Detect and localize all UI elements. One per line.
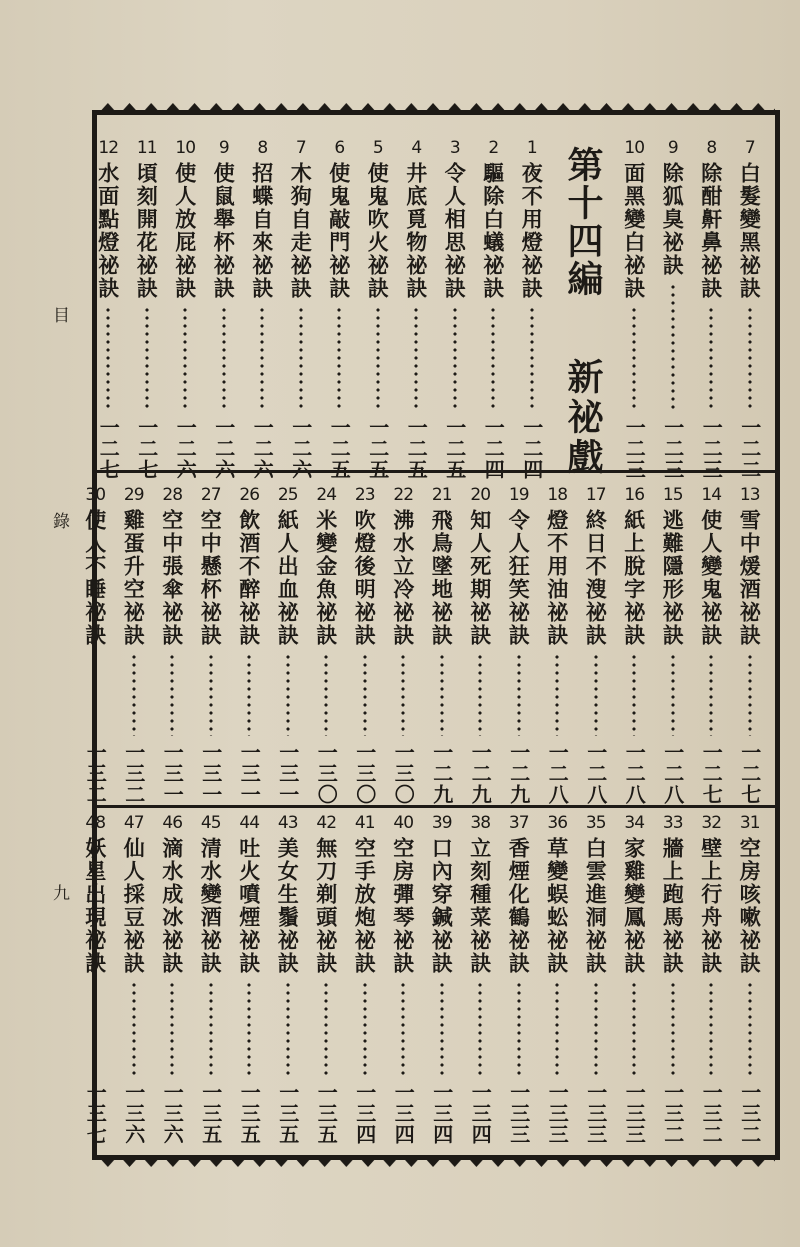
section-divider bbox=[97, 805, 775, 808]
dot-leader bbox=[299, 306, 303, 411]
entry-number: 41 bbox=[354, 813, 375, 833]
entry-title: 木狗自走祕訣 bbox=[288, 162, 314, 300]
toc-entry bbox=[397, 140, 436, 480]
entry-title: 米變金魚祕訣 bbox=[313, 509, 339, 647]
dot-leader bbox=[453, 306, 457, 411]
toc-entry bbox=[230, 487, 269, 805]
entry-page-number: 一三一 bbox=[160, 742, 185, 805]
toc-entry bbox=[230, 815, 269, 1145]
entry-page-number: 一二八 bbox=[545, 742, 570, 805]
section-divider bbox=[97, 470, 775, 473]
entry-number: 35 bbox=[585, 813, 606, 833]
entry-page-number: 一二六 bbox=[250, 417, 275, 480]
entry-page-number: 一三二 bbox=[83, 742, 108, 805]
entry-page-number: 一二六 bbox=[173, 417, 198, 480]
toc-entry bbox=[192, 815, 231, 1145]
toc-entry bbox=[205, 140, 244, 480]
entry-number: 48 bbox=[85, 813, 106, 833]
toc-entry bbox=[307, 487, 346, 805]
entry-number: 43 bbox=[277, 813, 298, 833]
entry-page-number: 一三三 bbox=[622, 1082, 647, 1145]
dot-leader bbox=[170, 653, 174, 736]
dot-leader bbox=[132, 653, 136, 736]
entry-page-number: 一二五 bbox=[442, 417, 467, 480]
entry-number: 30 bbox=[85, 485, 106, 505]
entry-title: 牆上跑馬祕訣 bbox=[660, 837, 686, 975]
entry-title: 頃刻開花祕訣 bbox=[134, 162, 160, 300]
chapter-number-title: 第十四編 bbox=[562, 146, 604, 298]
dot-leader bbox=[247, 981, 251, 1076]
dot-leader bbox=[748, 981, 752, 1076]
toc-entry bbox=[577, 815, 616, 1145]
entry-number: 27 bbox=[200, 485, 221, 505]
entry-title: 空手放炮祕訣 bbox=[352, 837, 378, 975]
entry-number: 25 bbox=[277, 485, 298, 505]
entry-number: 9 bbox=[667, 138, 678, 158]
toc-entry bbox=[654, 487, 693, 805]
dot-leader bbox=[594, 981, 598, 1076]
entry-title: 吹燈後明祕訣 bbox=[352, 509, 378, 647]
entry-page-number: 一二九 bbox=[468, 742, 493, 805]
toc-entry bbox=[615, 815, 654, 1145]
dot-leader bbox=[170, 981, 174, 1076]
entry-page-number: 一二三 bbox=[660, 417, 685, 480]
dot-leader bbox=[324, 981, 328, 1076]
dot-leader bbox=[709, 653, 713, 736]
toc-entry bbox=[474, 140, 513, 480]
dot-leader bbox=[337, 306, 341, 411]
entry-page-number: 一二九 bbox=[506, 742, 531, 805]
entry-page-number: 一三四 bbox=[352, 1082, 377, 1145]
entry-number: 33 bbox=[662, 813, 683, 833]
entry-page-number: 一二二 bbox=[737, 417, 762, 480]
toc-entry bbox=[538, 487, 577, 805]
entry-page-number: 一三四 bbox=[429, 1082, 454, 1145]
entry-number: 18 bbox=[547, 485, 568, 505]
toc-entry bbox=[731, 140, 770, 480]
entry-page-number: 一三五 bbox=[237, 1082, 262, 1145]
entry-page-number: 一三一 bbox=[275, 742, 300, 805]
entry-number: 45 bbox=[200, 813, 221, 833]
entry-page-number: 一二八 bbox=[660, 742, 685, 805]
entry-title: 仙人採豆祕訣 bbox=[121, 837, 147, 975]
margin-page-number: 九 bbox=[49, 884, 69, 901]
toc-entry bbox=[89, 140, 128, 480]
entry-number: 42 bbox=[316, 813, 337, 833]
entry-title: 沸水立冷祕訣 bbox=[390, 509, 416, 647]
entry-number: 46 bbox=[162, 813, 183, 833]
toc-entry bbox=[692, 487, 731, 805]
entry-number: 16 bbox=[624, 485, 645, 505]
dot-leader bbox=[132, 981, 136, 1076]
entry-number: 19 bbox=[508, 485, 529, 505]
entry-title: 空房彈琴祕訣 bbox=[390, 837, 416, 975]
entry-title: 水面點燈祕訣 bbox=[95, 162, 121, 300]
dot-leader bbox=[440, 981, 444, 1076]
toc-entry bbox=[615, 140, 654, 480]
entry-page-number: 一二三 bbox=[622, 417, 647, 480]
toc-entry bbox=[384, 487, 423, 805]
dot-leader bbox=[363, 653, 367, 736]
entry-title: 空中懸杯祕訣 bbox=[198, 509, 224, 647]
dot-leader bbox=[286, 981, 290, 1076]
toc-entry bbox=[307, 815, 346, 1145]
entry-title: 白髮變黑祕訣 bbox=[737, 162, 763, 300]
entry-title: 紙人出血祕訣 bbox=[275, 509, 301, 647]
entry-title: 使人放屁祕訣 bbox=[172, 162, 198, 300]
dot-leader bbox=[555, 981, 559, 1076]
dot-leader bbox=[478, 653, 482, 736]
entry-title: 終日不溲祕訣 bbox=[583, 509, 609, 647]
entry-page-number: 一二三 bbox=[699, 417, 724, 480]
dot-leader bbox=[632, 653, 636, 736]
entry-page-number: 一三一 bbox=[198, 742, 223, 805]
entry-page-number: 一三〇 bbox=[314, 742, 339, 805]
toc-entry bbox=[153, 487, 192, 805]
toc-entry bbox=[538, 815, 577, 1145]
toc-entry bbox=[269, 815, 308, 1145]
entry-title: 驅除白蟻祕訣 bbox=[480, 162, 506, 300]
dot-leader bbox=[93, 653, 97, 736]
toc-entry bbox=[384, 815, 423, 1145]
entry-number: 15 bbox=[662, 485, 683, 505]
entry-number: 38 bbox=[470, 813, 491, 833]
entry-title: 燈不用油祕訣 bbox=[544, 509, 570, 647]
entry-number: 3 bbox=[449, 138, 460, 158]
entry-title: 使人變鬼祕訣 bbox=[698, 509, 724, 647]
margin-label-contents-2: 錄 bbox=[49, 512, 69, 529]
entry-number: 23 bbox=[354, 485, 375, 505]
entry-number: 7 bbox=[295, 138, 306, 158]
dot-leader bbox=[748, 306, 752, 411]
entry-page-number: 一二八 bbox=[583, 742, 608, 805]
entry-number: 24 bbox=[316, 485, 337, 505]
entry-page-number: 一二七 bbox=[134, 417, 159, 480]
entry-page-number: 一二四 bbox=[519, 417, 544, 480]
entry-page-number: 一三一 bbox=[237, 742, 262, 805]
toc-entry bbox=[128, 140, 167, 480]
entry-title: 壁上行舟祕訣 bbox=[698, 837, 724, 975]
toc-entry bbox=[615, 487, 654, 805]
toc-entry bbox=[76, 487, 115, 805]
entry-number: 31 bbox=[739, 813, 760, 833]
entry-page-number: 一二七 bbox=[96, 417, 121, 480]
entry-title: 面黑變白祕訣 bbox=[621, 162, 647, 300]
entry-page-number: 一二七 bbox=[737, 742, 762, 805]
entry-number: 26 bbox=[239, 485, 260, 505]
toc-entry bbox=[423, 487, 462, 805]
dot-leader bbox=[517, 653, 521, 736]
entry-title: 口內穿鍼祕訣 bbox=[429, 837, 455, 975]
dot-leader bbox=[401, 653, 405, 736]
entry-title: 香煙化鶴祕訣 bbox=[506, 837, 532, 975]
toc-entry bbox=[243, 140, 282, 480]
entry-page-number: 一二七 bbox=[699, 742, 724, 805]
contents-frame bbox=[82, 110, 780, 1160]
entry-title: 逃難隱形祕訣 bbox=[660, 509, 686, 647]
toc-entry bbox=[115, 815, 154, 1145]
contents-section-a bbox=[97, 140, 775, 480]
entry-number: 14 bbox=[701, 485, 722, 505]
entry-number: 6 bbox=[334, 138, 345, 158]
entry-page-number: 一三四 bbox=[468, 1082, 493, 1145]
entry-page-number: 一三二 bbox=[699, 1082, 724, 1145]
entry-title: 紙上脫字祕訣 bbox=[621, 509, 647, 647]
entry-number: 32 bbox=[701, 813, 722, 833]
entry-number: 29 bbox=[123, 485, 144, 505]
toc-entry bbox=[346, 487, 385, 805]
entry-number: 37 bbox=[508, 813, 529, 833]
entry-title: 雞蛋升空祕訣 bbox=[121, 509, 147, 647]
entry-number: 1 bbox=[526, 138, 537, 158]
entry-title: 飲酒不醉祕訣 bbox=[236, 509, 262, 647]
toc-entry bbox=[320, 140, 359, 480]
dot-leader bbox=[209, 981, 213, 1076]
toc-entry bbox=[282, 140, 321, 480]
dot-leader bbox=[555, 653, 559, 736]
dot-leader bbox=[632, 306, 636, 411]
dot-leader bbox=[145, 306, 149, 411]
entry-title: 令人狂笑祕訣 bbox=[506, 509, 532, 647]
entry-page-number: 一二九 bbox=[429, 742, 454, 805]
entry-number: 40 bbox=[393, 813, 414, 833]
entry-page-number: 一二五 bbox=[404, 417, 429, 480]
entry-title: 草變蜈蚣祕訣 bbox=[544, 837, 570, 975]
dot-leader bbox=[594, 653, 598, 736]
entry-page-number: 一三二 bbox=[737, 1082, 762, 1145]
contents-section-c bbox=[82, 813, 775, 1145]
entry-page-number: 一三五 bbox=[275, 1082, 300, 1145]
entry-title: 招蝶自來祕訣 bbox=[249, 162, 275, 300]
dot-leader bbox=[671, 653, 675, 736]
toc-entry bbox=[436, 140, 475, 480]
dot-leader bbox=[491, 306, 495, 411]
entry-number: 8 bbox=[257, 138, 268, 158]
entry-title: 清水變酒祕訣 bbox=[198, 837, 224, 975]
entry-title: 井底覓物祕訣 bbox=[403, 162, 429, 300]
dot-leader bbox=[260, 306, 264, 411]
toc-entry bbox=[500, 815, 539, 1145]
entry-page-number: 一二八 bbox=[622, 742, 647, 805]
entry-title: 妖星出現祕訣 bbox=[82, 837, 108, 975]
entry-title: 空房咳嗽祕訣 bbox=[737, 837, 763, 975]
contents-section-b bbox=[82, 485, 775, 805]
dot-leader bbox=[376, 306, 380, 411]
entry-title: 空中張傘祕訣 bbox=[159, 509, 185, 647]
dot-leader bbox=[517, 981, 521, 1076]
toc-entry bbox=[731, 815, 770, 1145]
entry-title: 雪中煖酒祕訣 bbox=[737, 509, 763, 647]
toc-entry bbox=[153, 815, 192, 1145]
dot-leader bbox=[632, 981, 636, 1076]
toc-entry bbox=[461, 487, 500, 805]
dot-leader bbox=[414, 306, 418, 411]
entry-number: 47 bbox=[123, 813, 144, 833]
entry-page-number: 一二五 bbox=[327, 417, 352, 480]
chapter-subtitle: 新祕戲 bbox=[562, 358, 604, 478]
entry-title: 知人死期祕訣 bbox=[467, 509, 493, 647]
entry-page-number: 一三六 bbox=[160, 1082, 185, 1145]
toc-entry bbox=[461, 815, 500, 1145]
entry-title: 使人不睡祕訣 bbox=[82, 509, 108, 647]
toc-entry bbox=[692, 815, 731, 1145]
toc-entry bbox=[269, 487, 308, 805]
entry-title: 除狐臭祕訣 bbox=[660, 162, 686, 277]
dot-leader bbox=[401, 981, 405, 1076]
entry-title: 家雞變鳳祕訣 bbox=[621, 837, 647, 975]
toc-entry bbox=[654, 815, 693, 1145]
entry-title: 無刀剃頭祕訣 bbox=[313, 837, 339, 975]
dot-leader bbox=[709, 306, 713, 411]
dot-leader bbox=[324, 653, 328, 736]
entry-title: 立刻種菜祕訣 bbox=[467, 837, 493, 975]
entry-title: 飛鳥墜地祕訣 bbox=[429, 509, 455, 647]
dot-leader bbox=[183, 306, 187, 411]
entry-page-number: 一三四 bbox=[391, 1082, 416, 1145]
toc-entry bbox=[731, 487, 770, 805]
dot-leader bbox=[286, 653, 290, 736]
toc-entry bbox=[166, 140, 205, 480]
entry-page-number: 一三五 bbox=[314, 1082, 339, 1145]
entry-title: 滴水成冰祕訣 bbox=[159, 837, 185, 975]
entry-page-number: 一三二 bbox=[121, 742, 146, 805]
toc-entry bbox=[654, 140, 693, 480]
dot-leader bbox=[363, 981, 367, 1076]
entry-number: 4 bbox=[411, 138, 422, 158]
toc-entry bbox=[346, 815, 385, 1145]
entry-title: 使鼠舉杯祕訣 bbox=[211, 162, 237, 300]
entry-title: 除酣鼾鼻祕訣 bbox=[698, 162, 724, 300]
entry-number: 7 bbox=[744, 138, 755, 158]
toc-entry bbox=[359, 140, 398, 480]
entry-page-number: 一三三 bbox=[545, 1082, 570, 1145]
entry-page-number: 一三七 bbox=[83, 1082, 108, 1145]
toc-entry bbox=[423, 815, 462, 1145]
dot-leader bbox=[748, 653, 752, 736]
dot-leader bbox=[440, 653, 444, 736]
entry-title: 使鬼吹火祕訣 bbox=[365, 162, 391, 300]
entry-page-number: 一三三 bbox=[583, 1082, 608, 1145]
toc-entry bbox=[513, 140, 552, 480]
entry-number: 8 bbox=[706, 138, 717, 158]
entry-number: 10 bbox=[624, 138, 645, 158]
entry-number: 11 bbox=[136, 138, 157, 158]
entry-number: 44 bbox=[239, 813, 260, 833]
entry-number: 36 bbox=[547, 813, 568, 833]
dot-leader bbox=[247, 653, 251, 736]
entry-page-number: 一三二 bbox=[660, 1082, 685, 1145]
entry-number: 13 bbox=[739, 485, 760, 505]
dot-leader bbox=[530, 306, 534, 411]
dot-leader bbox=[671, 283, 675, 411]
toc-entry bbox=[192, 487, 231, 805]
entry-number: 17 bbox=[585, 485, 606, 505]
entry-page-number: 一二六 bbox=[211, 417, 236, 480]
toc-entry bbox=[692, 140, 731, 480]
dot-leader bbox=[106, 306, 110, 411]
entry-title: 夜不用燈祕訣 bbox=[519, 162, 545, 300]
entry-number: 2 bbox=[488, 138, 499, 158]
entry-title: 使鬼敲門祕訣 bbox=[326, 162, 352, 300]
entry-page-number: 一二五 bbox=[365, 417, 390, 480]
decorative-border-bottom bbox=[97, 1155, 775, 1169]
entry-page-number: 一三五 bbox=[198, 1082, 223, 1145]
entry-title: 美女生鬚祕訣 bbox=[275, 837, 301, 975]
dot-leader bbox=[709, 981, 713, 1076]
entry-title: 白雲進洞祕訣 bbox=[583, 837, 609, 975]
entry-page-number: 一二六 bbox=[288, 417, 313, 480]
toc-entry bbox=[577, 487, 616, 805]
toc-entry bbox=[76, 815, 115, 1145]
entry-title: 吐火噴煙祕訣 bbox=[236, 837, 262, 975]
dot-leader bbox=[93, 981, 97, 1076]
entry-page-number: 一三六 bbox=[121, 1082, 146, 1145]
entry-number: 34 bbox=[624, 813, 645, 833]
decorative-border-top bbox=[97, 101, 775, 115]
entry-page-number: 一三〇 bbox=[391, 742, 416, 805]
dot-leader bbox=[478, 981, 482, 1076]
entry-number: 20 bbox=[470, 485, 491, 505]
entry-number: 10 bbox=[175, 138, 196, 158]
entry-page-number: 一三〇 bbox=[352, 742, 377, 805]
dot-leader bbox=[209, 653, 213, 736]
entry-number: 9 bbox=[218, 138, 229, 158]
entry-number: 21 bbox=[431, 485, 452, 505]
entry-page-number: 一三三 bbox=[506, 1082, 531, 1145]
entry-title: 令人相思祕訣 bbox=[442, 162, 468, 300]
entry-number: 28 bbox=[162, 485, 183, 505]
toc-entry bbox=[115, 487, 154, 805]
entry-number: 22 bbox=[393, 485, 414, 505]
entry-number: 12 bbox=[98, 138, 119, 158]
margin-label-contents-1: 目 bbox=[49, 306, 69, 323]
entry-number: 39 bbox=[431, 813, 452, 833]
entry-number: 5 bbox=[372, 138, 383, 158]
dot-leader bbox=[671, 981, 675, 1076]
toc-entry bbox=[500, 487, 539, 805]
entry-page-number: 一二四 bbox=[481, 417, 506, 480]
dot-leader bbox=[222, 306, 226, 411]
chapter-heading bbox=[551, 140, 615, 480]
